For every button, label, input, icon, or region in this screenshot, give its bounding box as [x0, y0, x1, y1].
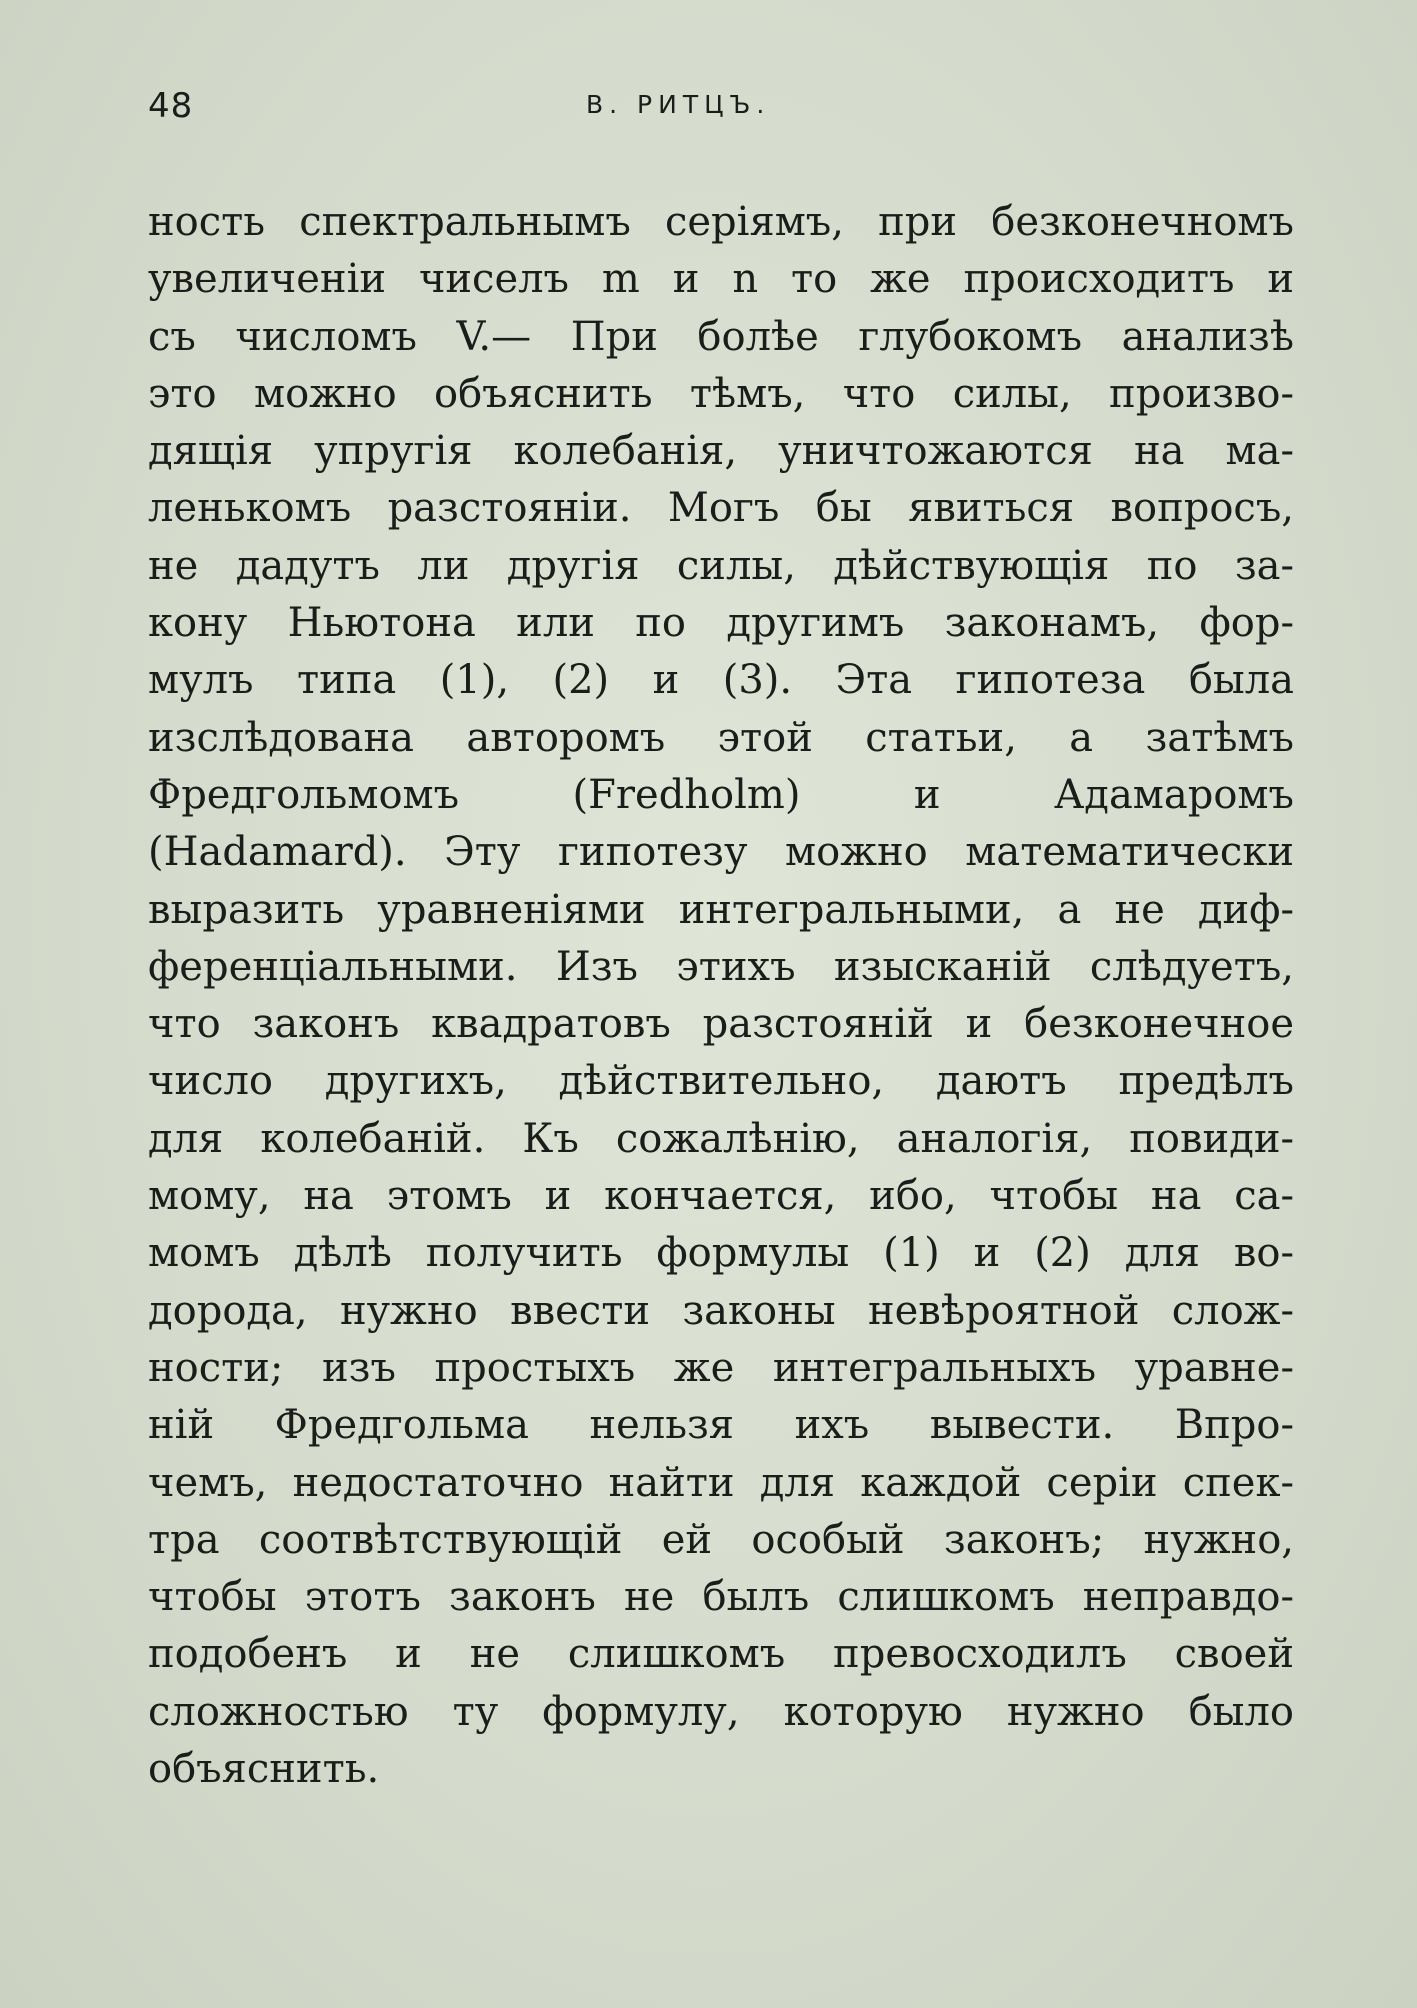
text-line: тра соотвѣтствующій ей особый законъ; нужно, — [148, 1516, 1294, 1563]
text-line: дящія упругія колебанія, уничтожаются на ма- — [148, 428, 1294, 475]
text-line: число другихъ, дѣйствительно, даютъ предѣлъ — [148, 1058, 1294, 1105]
text-line: для колебаній. Къ сожалѣнію, аналогія, повиди- — [148, 1115, 1294, 1162]
text-line: момъ дѣлѣ получить формулы (1) и (2) для во- — [148, 1230, 1294, 1277]
text-line: не дадутъ ли другія силы, дѣйствующія по за- — [148, 542, 1294, 589]
text-line: подобенъ и не слишкомъ превосходилъ своей — [148, 1631, 1294, 1678]
text-line: мому, на этомъ и кончается, ибо, чтобы на са- — [148, 1173, 1294, 1220]
body-text — [148, 194, 1294, 1798]
text-line: съ числомъ V.— При болѣе глубокомъ анализѣ — [148, 313, 1294, 360]
text-line: чемъ, недостаточно найти для каждой серіи спек- — [148, 1459, 1294, 1506]
text-line: Фредгольмомъ (Fredholm) и Адамаромъ — [148, 771, 1294, 818]
text-line: дорода, нужно ввести законы невѣроятной слож- — [148, 1287, 1294, 1334]
text-line: чтобы этотъ законъ не былъ слишкомъ неправдо- — [148, 1574, 1294, 1621]
text-line: сложностью ту формулу, которую нужно было — [148, 1688, 1294, 1735]
text-line: ференціальными. Изъ этихъ изысканій слѣдуетъ, — [148, 943, 1294, 990]
text-line: ности; изъ простыхъ же интегральныхъ уравне- — [148, 1344, 1294, 1391]
text-line-last: объяснить. — [148, 1746, 380, 1793]
text-line: что законъ квадратовъ разстояній и безконечное — [148, 1001, 1294, 1048]
text-line: (Hadamard). Эту гипотезу можно математически — [148, 829, 1294, 876]
page-number: 48 — [148, 86, 194, 126]
running-title: В. РИТЦЪ. — [586, 90, 771, 119]
text-line: изслѣдована авторомъ этой статьи, а затѣмъ — [148, 714, 1294, 761]
text-line: ность спектральнымъ серіямъ, при безконечномъ — [148, 199, 1294, 245]
text-line: это можно объяснить тѣмъ, что силы, произво- — [148, 370, 1294, 417]
text-line: кону Ньютона или по другимъ законамъ, фор- — [148, 600, 1294, 647]
text-line: ленькомъ разстояніи. Могъ бы явиться вопросъ, — [148, 485, 1294, 532]
text-line: увеличеніи чиселъ m и n то же происходитъ и — [148, 256, 1294, 303]
text-line: выразить уравненіями интегральными, а не диф- — [148, 886, 1294, 933]
running-head — [148, 86, 1297, 136]
text-line: ній Фредгольма нельзя ихъ вывести. Впро- — [148, 1402, 1294, 1449]
text-line: мулъ типа (1), (2) и (3). Эта гипотеза была — [148, 657, 1294, 704]
